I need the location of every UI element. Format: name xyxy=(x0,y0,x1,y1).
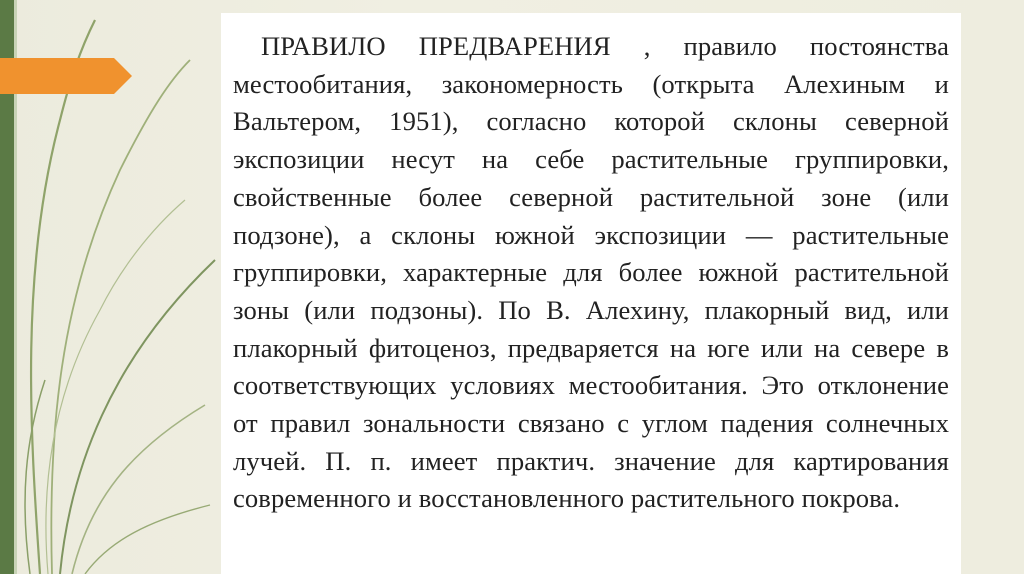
orange-arrow-tab xyxy=(0,58,132,94)
body-paragraph: ПРАВИЛО ПРЕДВАРЕНИЯ , правило постоянства местообитания, закономерность (открыта Алехиным и Вальтером, 1951), согласно которой склоны северной экспозиции несут на себе растительные группировки, свойственные более северной растительной зоне (или подзоне), а склоны южной экспозиции — растительные группировки, характерные для более южной растительной зоны (или подзоны). По В. Алехину, плакорный вид, или плакорный фитоценоз, предваряется на юге или на севере в соответствующих условиях местообитания. Это отклонение от правил зональности связано с углом падения солнечных лучей. П. п. имеет практич. значение для картирования современного и восстановленного растительного покрова. xyxy=(233,31,949,514)
text-panel xyxy=(221,13,961,574)
